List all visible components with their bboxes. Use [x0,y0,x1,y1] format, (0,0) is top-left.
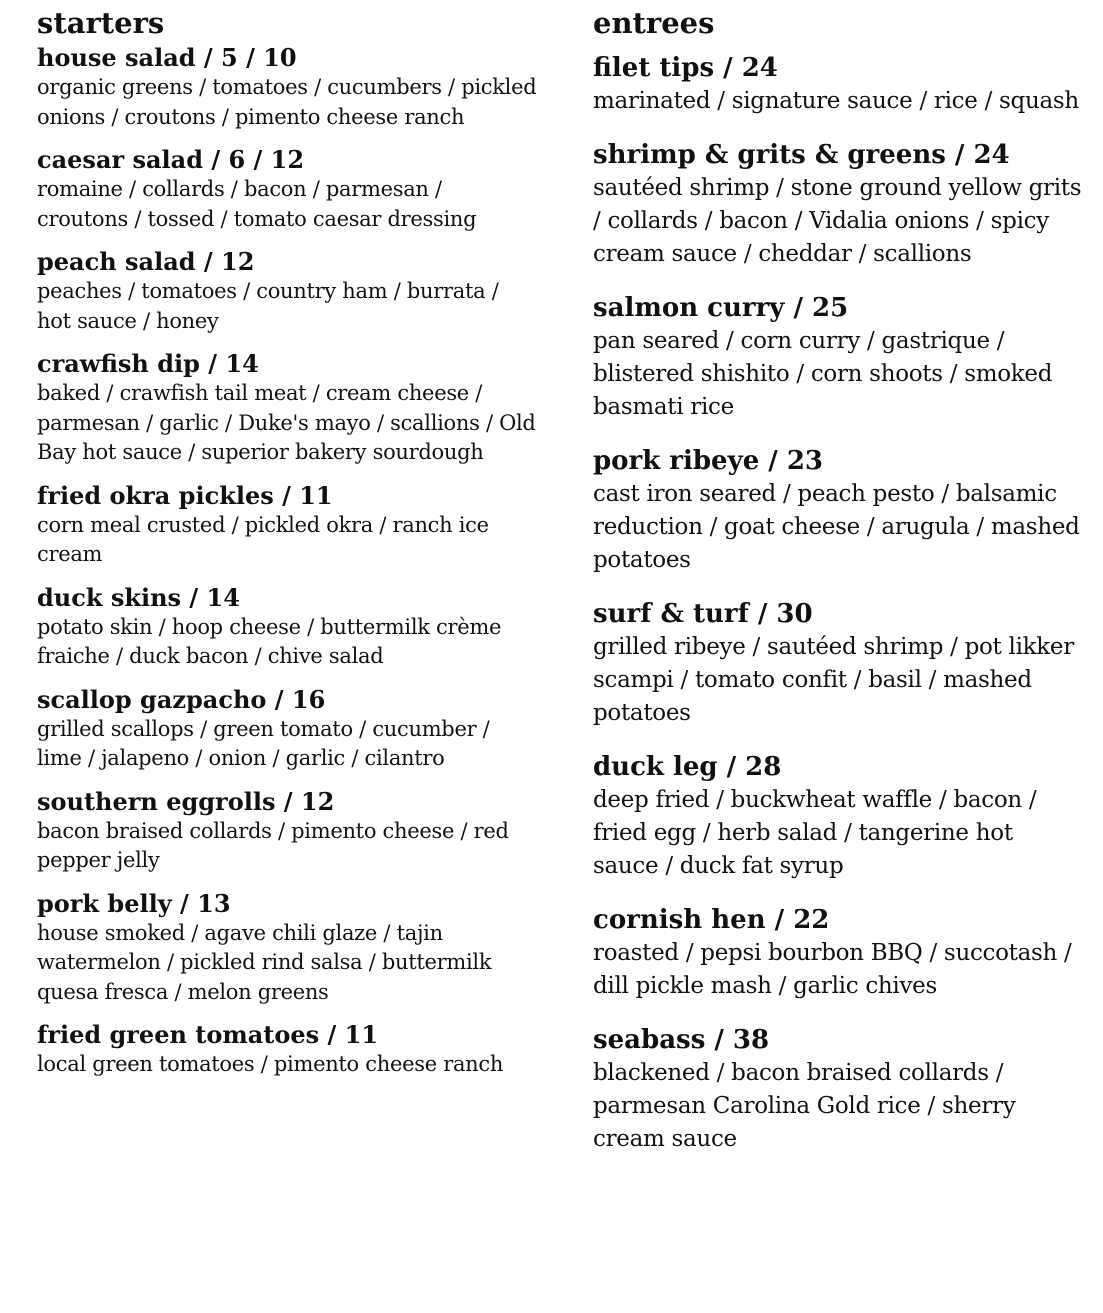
menu-item [37,582,537,672]
menu-item [37,786,537,876]
menu-item [37,684,537,774]
item-name: crawfish dip / 14 [37,349,259,378]
item-name: southern eggrolls / 12 [37,786,335,816]
item-name: house salad / 5 / 10 [37,43,297,72]
menu-item [37,888,537,1008]
menu-item [37,480,537,570]
menu-item [593,138,1083,271]
item-description: organic greens / tomatoes / cucumbers / pickled onions / croutons / pimento cheese ranch [37,75,537,129]
item-description: cast iron seared / peach pesto / balsamic reduction / goat cheese / arugula / mashed potatoes [593,481,1080,573]
item-name: cornish hen / 22 [593,905,830,935]
item-description: bacon braised collards / pimento cheese / red pepper jelly [37,818,509,872]
item-description: deep fried / buckwheat waffle / bacon / fried egg / herb salad / tangerine hot sauce / duck fat syrup [593,787,1037,879]
item-description: romaine / collards / bacon / parmesan / croutons / tossed / tomato caesar dressing [37,177,477,231]
menu-item [37,1019,537,1080]
menu-item [37,348,537,468]
item-name: seabass / 38 [593,1025,770,1055]
menu-item [593,903,1083,1003]
menu-item [593,51,1083,118]
menu-item [593,444,1083,577]
item-description: local green tomatoes / pimento cheese ranch [37,1052,504,1076]
item-description: grilled ribeye / sautéed shrimp / pot likker scampi / tomato confit / basil / mashed potatoes [593,634,1074,726]
menu-item [37,144,537,234]
item-name: peach salad / 12 [37,247,255,276]
menu-item [37,42,537,132]
starters-section [37,4,537,1092]
item-description: sautéed shrimp / stone ground yellow grits / collards / bacon / Vidalia onions / spicy cream sauce / cheddar / scallions [593,175,1082,267]
menu-item [593,1023,1083,1156]
menu-item [593,750,1083,883]
menu-item [593,291,1083,424]
item-description: grilled scallops / green tomato / cucumber / lime / jalapeno / onion / garlic / cilantro [37,716,490,770]
starters-heading: starters [37,6,165,40]
item-description: peaches / tomatoes / country ham / burrata / hot sauce / honey [37,279,499,333]
item-description: marinated / signature sauce / rice / squash [593,88,1079,114]
item-description: baked / crawfish tail meat / cream cheese / parmesan / garlic / Duke's mayo / scallions / Old Bay hot sauce / superior bakery sourdough [37,381,536,464]
entrees-section [593,4,1083,1176]
item-description: roasted / pepsi bourbon BBQ / succotash / dill pickle mash / garlic chives [593,940,1072,999]
item-name: shrimp & grits & greens / 24 [593,140,1010,170]
item-name: scallop gazpacho / 16 [37,684,326,714]
item-name: duck leg / 28 [593,752,782,782]
item-description: corn meal crusted / pickled okra / ranch ice cream [37,512,489,566]
item-name: caesar salad / 6 / 12 [37,145,305,174]
item-description: potato skin / hoop cheese / buttermilk crème fraiche / duck bacon / chive salad [37,614,502,668]
item-name: fried okra pickles / 11 [37,480,333,510]
item-name: surf & turf / 30 [593,599,813,629]
item-name: salmon curry / 25 [593,293,849,323]
item-name: duck skins / 14 [37,582,240,612]
item-description: blackened / bacon braised collards / parmesan Carolina Gold rice / sherry cream sauce [593,1060,1016,1152]
item-description: pan seared / corn curry / gastrique / blistered shishito / corn shoots / smoked basmati rice [593,328,1053,420]
item-description: house smoked / agave chili glaze / tajin watermelon / pickled rind salsa / buttermilk quesa fresca / melon greens [37,920,492,1004]
entrees-heading: entrees [593,6,715,40]
item-name: filet tips / 24 [593,53,778,83]
menu-item [593,597,1083,730]
menu-item [37,246,537,336]
item-name: pork ribeye / 23 [593,446,824,476]
item-name: fried green tomatoes / 11 [37,1020,379,1049]
item-name: pork belly / 13 [37,888,231,918]
